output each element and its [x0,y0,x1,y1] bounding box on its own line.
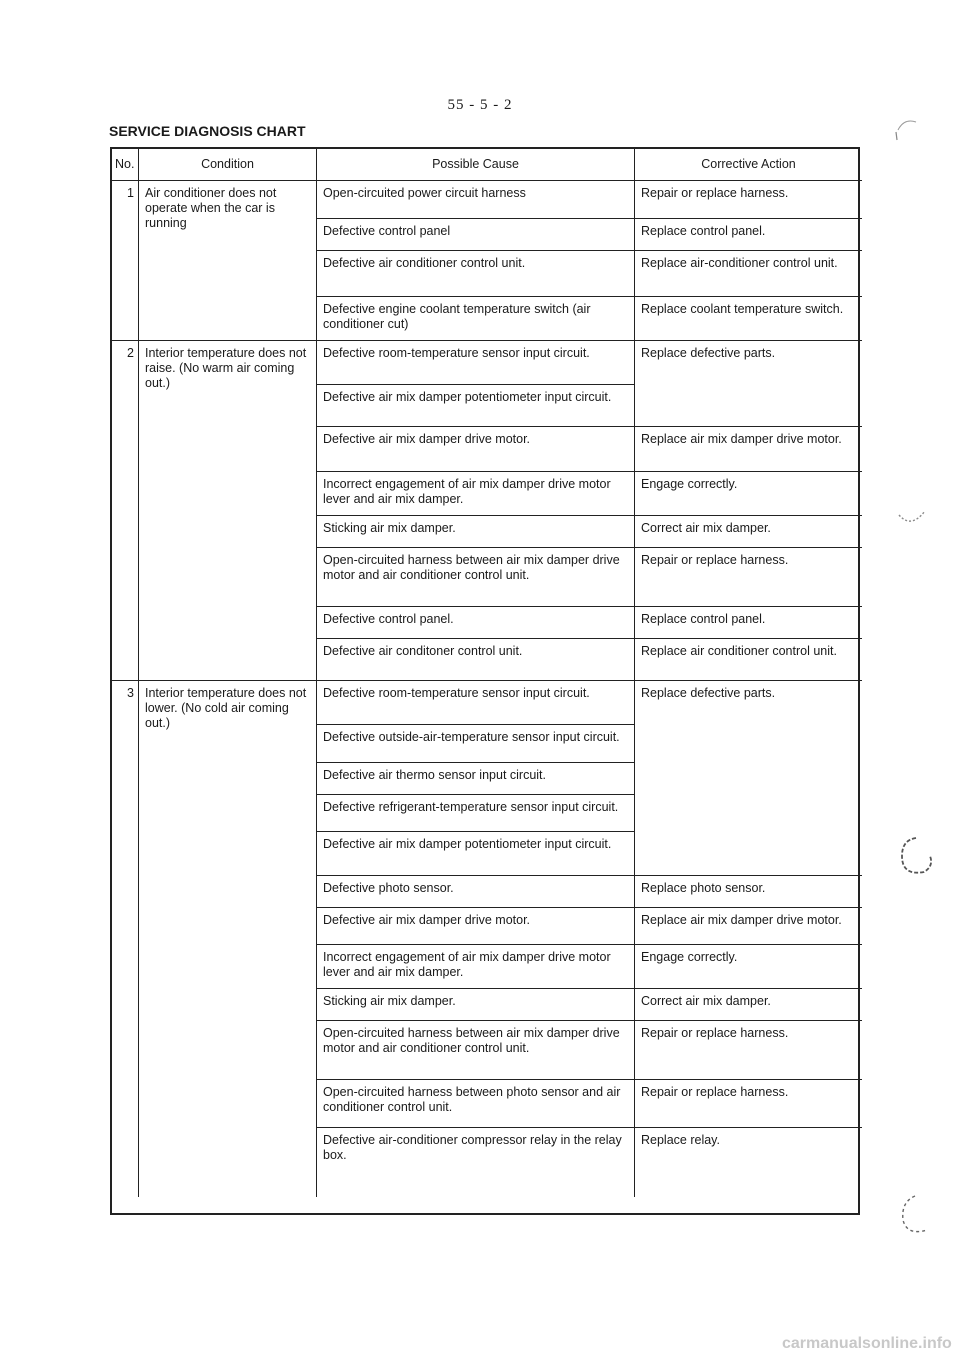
action-cell: Repair or replace harness. [635,1080,862,1128]
header-condition: Condition [139,149,317,181]
row-number: 1 [112,181,139,341]
cause-cell: Defective outside-air-temperature sensor input circuit. [317,725,635,763]
action-cell: Correct air mix damper. [635,989,862,1021]
cause-cell: Defective photo sensor. [317,876,635,908]
cause-cell: Defective room-temperature sensor input circuit. [317,681,635,725]
row-number: 3 [112,681,139,1197]
cause-cell: Open-circuited power circuit harness [317,181,635,219]
page-number: 55 - 5 - 2 [447,97,513,113]
action-cell: Repair or replace harness. [635,548,862,607]
binding-hole-mark [893,495,933,535]
condition-cell: Interior temperature does not lower. (No cold air coming out.) [139,681,317,1197]
cause-cell: Sticking air mix damper. [317,516,635,548]
action-cell: Replace coolant temperature switch. [635,297,862,341]
action-cell: Replace air-conditioner control unit. [635,251,862,297]
cause-cell: Defective engine coolant temperature switch (air conditioner cut) [317,297,635,341]
cause-cell: Defective air mix damper potentiometer input circuit. [317,832,635,876]
watermark-text: carmanualsonline.info [782,1335,952,1352]
action-cell: Replace air mix damper drive motor. [635,908,862,945]
action-cell: Repair or replace harness. [635,181,862,219]
action-cell: Replace photo sensor. [635,876,862,908]
cause-cell: Defective refrigerant-temperature sensor input circuit. [317,795,635,832]
chart-title: SERVICE DIAGNOSIS CHART [109,123,306,139]
binding-hole-mark [890,830,938,886]
binding-hole-mark [890,110,930,150]
header-cause: Possible Cause [317,149,635,181]
cause-cell: Open-circuited harness between air mix damper drive motor and air conditioner control unit. [317,1021,635,1080]
condition-cell: Air conditioner does not operate when the car is running [139,181,317,341]
cause-cell: Defective air conditioner control unit. [317,251,635,297]
action-cell: Replace control panel. [635,219,862,251]
header-action: Corrective Action [635,149,862,181]
cause-cell: Defective control panel [317,219,635,251]
cause-cell: Open-circuited harness between air mix damper drive motor and air conditioner control unit. [317,548,635,607]
action-cell: Correct air mix damper. [635,516,862,548]
condition-cell: Interior temperature does not raise. (No warm air coming out.) [139,341,317,681]
cause-cell: Defective air-conditioner compressor relay in the relay box. [317,1128,635,1197]
cause-cell: Defective air mix damper drive motor. [317,427,635,472]
cause-cell: Sticking air mix damper. [317,989,635,1021]
cause-cell: Defective room-temperature sensor input circuit. [317,341,635,385]
action-cell: Replace control panel. [635,607,862,639]
action-cell: Engage correctly. [635,945,862,989]
action-cell: Replace air conditioner control unit. [635,639,862,681]
cause-cell: Open-circuited harness between photo sensor and air conditioner control unit. [317,1080,635,1128]
action-cell: Replace defective parts. [635,341,862,427]
cause-cell: Defective air mix damper drive motor. [317,908,635,945]
action-cell: Repair or replace harness. [635,1021,862,1080]
binding-hole-mark [893,1190,937,1242]
cause-cell: Defective control panel. [317,607,635,639]
cause-cell: Defective air mix damper potentiometer input circuit. [317,385,635,427]
action-cell: Engage correctly. [635,472,862,516]
action-cell: Replace relay. [641,1133,720,1147]
header-no: No. [112,149,139,181]
diagnosis-table [110,147,860,1215]
cause-cell: Defective air conditoner control unit. [317,639,635,681]
action-cell: Replace air mix damper drive motor. [635,427,862,472]
action-cell: Replace defective parts. [635,681,862,876]
row-number: 2 [112,341,139,681]
cause-cell: Defective air thermo sensor input circuit. [317,763,635,795]
cause-cell: Incorrect engagement of air mix damper drive motor lever and air mix damper. [317,945,635,989]
cause-cell: Incorrect engagement of air mix damper drive motor lever and air mix damper. [317,472,635,516]
